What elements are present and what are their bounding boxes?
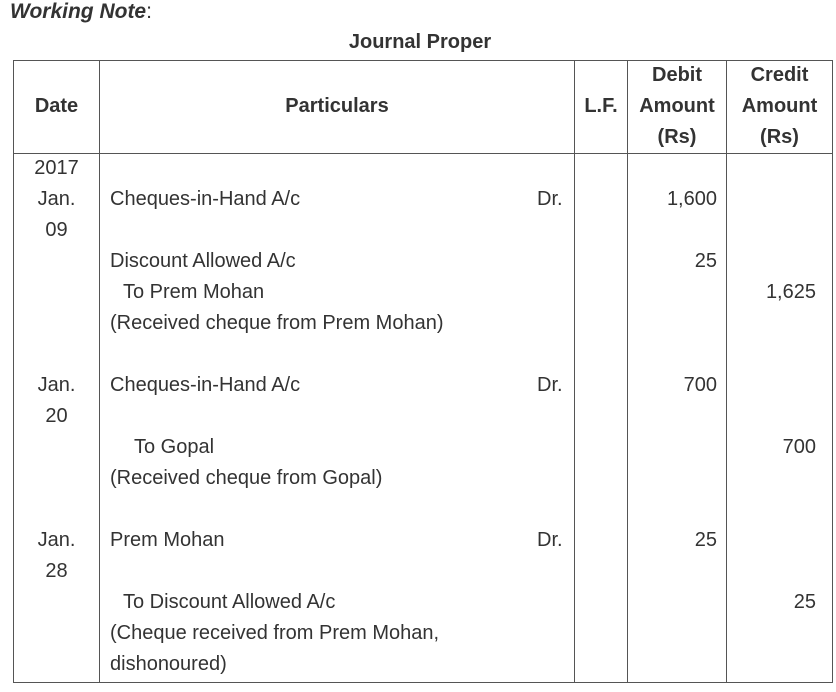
entry-1-account-credit: To Prem Mohan bbox=[123, 281, 265, 303]
col-border-date bbox=[99, 60, 100, 683]
header-bottom-border bbox=[13, 153, 833, 154]
entry-1-date-year: 2017 bbox=[34, 157, 79, 179]
header-particulars: Particulars bbox=[285, 95, 389, 117]
entry-1-credit-amount: 1,625 bbox=[765, 281, 816, 303]
entry-2-credit-amount: 700 bbox=[782, 436, 816, 458]
entry-2-date-day: 20 bbox=[45, 405, 68, 427]
entry-2-narration: (Received cheque from Gopal) bbox=[110, 467, 383, 489]
journal-title: Journal Proper bbox=[348, 31, 492, 53]
header-debit-line1: Debit bbox=[652, 64, 702, 86]
entry-1-debit-amount: 1,600 bbox=[666, 188, 717, 210]
entry-3-date-month: Jan. bbox=[37, 529, 76, 551]
working-note-colon: : bbox=[146, 0, 152, 23]
header-credit-line2: Amount bbox=[741, 95, 818, 117]
col-border-right bbox=[832, 60, 833, 683]
entry-1-narration: (Received cheque from Prem Mohan) bbox=[110, 312, 444, 334]
header-debit-line3: (Rs) bbox=[657, 126, 697, 148]
entry-3-account-credit: To Discount Allowed A/c bbox=[123, 591, 336, 613]
entry-1-account-debit: Cheques-in-Hand A/c bbox=[110, 188, 301, 210]
header-credit-line3: (Rs) bbox=[760, 126, 799, 148]
entry-3-dr-label: Dr. bbox=[537, 529, 563, 551]
entry-1-dr-label: Dr. bbox=[537, 188, 563, 210]
entry-1-date-day: 09 bbox=[45, 219, 68, 241]
entry-1-date-month: Jan. bbox=[37, 188, 76, 210]
entry-2-date-month: Jan. bbox=[37, 374, 76, 396]
header-lf: L.F. bbox=[584, 95, 618, 117]
entry-2-account-debit: Cheques-in-Hand A/c bbox=[110, 374, 301, 396]
working-note-text: Working Note bbox=[10, 0, 147, 23]
entry-1-account-discount: Discount Allowed A/c bbox=[110, 250, 296, 272]
header-date: Date bbox=[34, 95, 79, 117]
header-credit-line1: Credit bbox=[750, 64, 809, 86]
entry-1-discount-amount: 25 bbox=[694, 250, 717, 272]
header-debit-line2: Amount bbox=[639, 95, 715, 117]
entry-3-date-day: 28 bbox=[45, 560, 68, 582]
entry-3-narration-line1: (Cheque received from Prem Mohan, bbox=[110, 622, 440, 644]
entry-3-debit-amount: 25 bbox=[694, 529, 717, 551]
table-bottom-border bbox=[13, 682, 833, 683]
entry-2-dr-label: Dr. bbox=[537, 374, 563, 396]
col-border-particulars bbox=[574, 60, 575, 683]
entry-2-account-credit: To Gopal bbox=[134, 436, 215, 458]
entry-3-narration-line2: dishonoured) bbox=[110, 653, 227, 675]
entry-3-account-debit: Prem Mohan bbox=[110, 529, 225, 551]
entry-3-credit-amount: 25 bbox=[793, 591, 816, 613]
entry-2-debit-amount: 700 bbox=[683, 374, 717, 396]
